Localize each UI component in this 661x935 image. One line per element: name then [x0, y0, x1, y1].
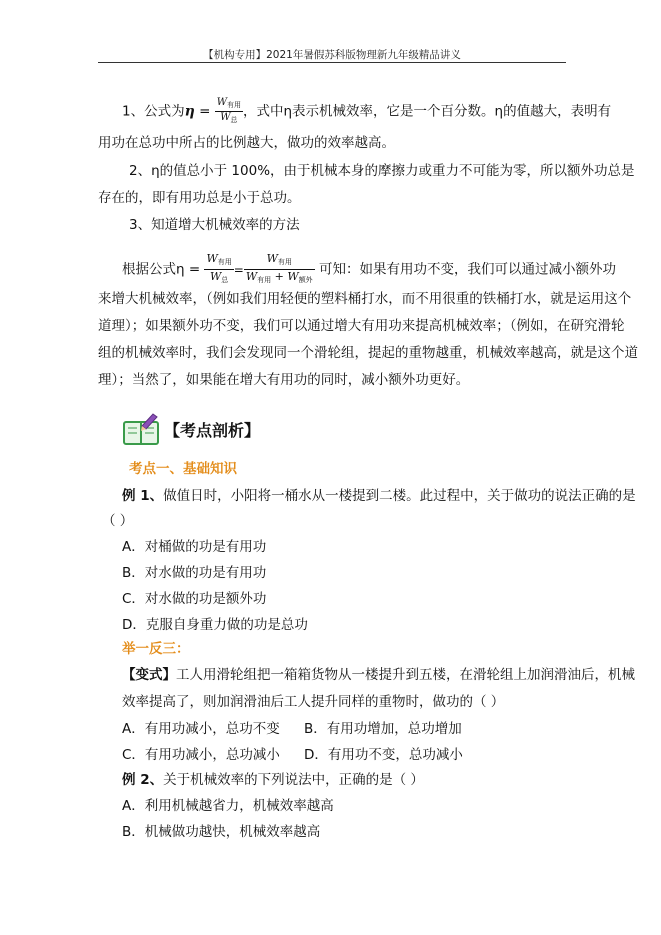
variant-text: 工人用滑轮组把一箱箱货物从一楼提升到五楼，在滑轮组上加润滑油后，机械: [176, 667, 635, 683]
ex2-option-b: B．机械做功越快，机械效率越高: [122, 824, 321, 840]
ex1-text: 做值日时，小阳将一桶水从一楼提到二楼。此过程中，关于做功的说法正确的是: [163, 488, 636, 504]
page-header: 【机构专用】2021年暑假苏科版物理新九年级精品讲义: [203, 49, 461, 61]
p4-line4: 组的机械效率时，我们会发现同一个滑轮组，提起的重物越重，机械效率越高，就是这个道: [98, 345, 638, 361]
p1-eq: =: [194, 103, 215, 120]
p1-line2: 用功在总功中所占的比例越大，做功的效率越高。: [98, 135, 395, 151]
p4-eq2: =: [233, 262, 244, 277]
juyi-heading: 举一反三：: [122, 641, 190, 657]
p4-suffix: 可知：如果有用功不变，我们可以通过减小额外功: [318, 261, 616, 278]
p4-f1-den: W: [209, 270, 222, 283]
kaodian-heading: 考点一、基础知识: [129, 461, 237, 477]
p2-line2: 存在的，即有用功总是小于总功。: [98, 190, 301, 206]
efficiency-formula-2: [204, 252, 314, 287]
ex1-option-c: C．对水做的功是额外功: [122, 591, 267, 607]
variant-option-c: C．有用功减小，总功减小: [122, 747, 280, 763]
variant-line2: 效率提高了，则加润滑油后工人提升同样的重物时，做功的（ ）: [122, 694, 505, 710]
p4-f1-den-sub: 总: [221, 276, 229, 284]
ex1-option-d: D．克服自身重力做的功是总功: [122, 617, 308, 633]
p1-num-sub: 有用: [226, 101, 241, 109]
p4-f2-num-sub: 有用: [277, 258, 292, 266]
ex2-option-a: A．利用机械越省力，机械效率越高: [122, 798, 334, 814]
section-title-kaodian: [122, 412, 260, 446]
p4-prefix: 根据公式η =: [122, 261, 201, 278]
p1-den-sub: 总: [230, 116, 238, 124]
ex1-option-a: A．对桶做的功是有用功: [122, 539, 267, 555]
section-title-text: 【考点剖析】: [164, 420, 261, 440]
p4-f2-den-sub1: 有用: [257, 276, 272, 284]
example-1: [122, 487, 636, 505]
variant-option-b: B．有用功增加，总功增加: [304, 721, 462, 737]
p1-num: W: [216, 97, 227, 108]
p4-frac2: [244, 252, 315, 287]
p4-frac1: [204, 252, 233, 287]
formula-paragraph-4: [122, 252, 616, 287]
p4-f2-den: W: [245, 270, 258, 283]
ex1-answer-paren: （ ）: [102, 513, 134, 529]
p1-prefix: 1、公式为: [122, 103, 185, 120]
p4-line2: 来增大机械效率，（例如我们用轻便的塑料桶打水，而不用很重的铁桶打水，就是运用这个: [98, 291, 632, 307]
ex1-label: 例 1、: [122, 488, 164, 504]
variant-label: 【变式】: [122, 667, 176, 683]
book-pencil-icon: [122, 412, 160, 446]
variant-question: [122, 666, 635, 684]
p1-den: W: [220, 112, 231, 123]
p4-line5: 理）；当然了，如果能在增大有用功的同时，减小额外功更好。: [98, 372, 470, 388]
p4-f1-num: W: [206, 252, 218, 265]
p3-heading: 3、知道增大机械效率的方法: [129, 217, 300, 233]
example-2: [122, 771, 424, 789]
p1-suffix: ，式中η表示机械效率，它是一个百分数。η的值越大，表明有: [242, 103, 612, 120]
p4-f2-den-sub2: 额外: [298, 276, 313, 284]
p4-f2-den-plus: + W: [271, 270, 299, 283]
p4-f1-num-sub: 有用: [217, 258, 232, 266]
ex1-option-b: B．对水做的功是有用功: [122, 565, 267, 581]
p1-eta: η: [184, 103, 195, 120]
efficiency-formula-fraction: [215, 97, 243, 126]
header-rule: [98, 62, 566, 63]
p4-f2-num: W: [266, 252, 278, 265]
variant-option-a: A．有用功减小，总功不变: [122, 721, 280, 737]
p2-line1: 2、η的值总小于 100%，由于机械本身的摩擦力或重力不可能为零，所以额外功总是: [129, 163, 635, 179]
ex2-label: 例 2、: [122, 772, 164, 788]
variant-option-d: D．有用功不变，总功减小: [304, 747, 463, 763]
formula-paragraph-1: [122, 97, 611, 126]
p4-line3: 道理）；如果额外功不变，我们可以通过增大有用功来提高机械效率；（例如，在研究滑轮: [98, 318, 625, 334]
ex2-text: 关于机械效率的下列说法中，正确的是（ ）: [163, 772, 424, 788]
